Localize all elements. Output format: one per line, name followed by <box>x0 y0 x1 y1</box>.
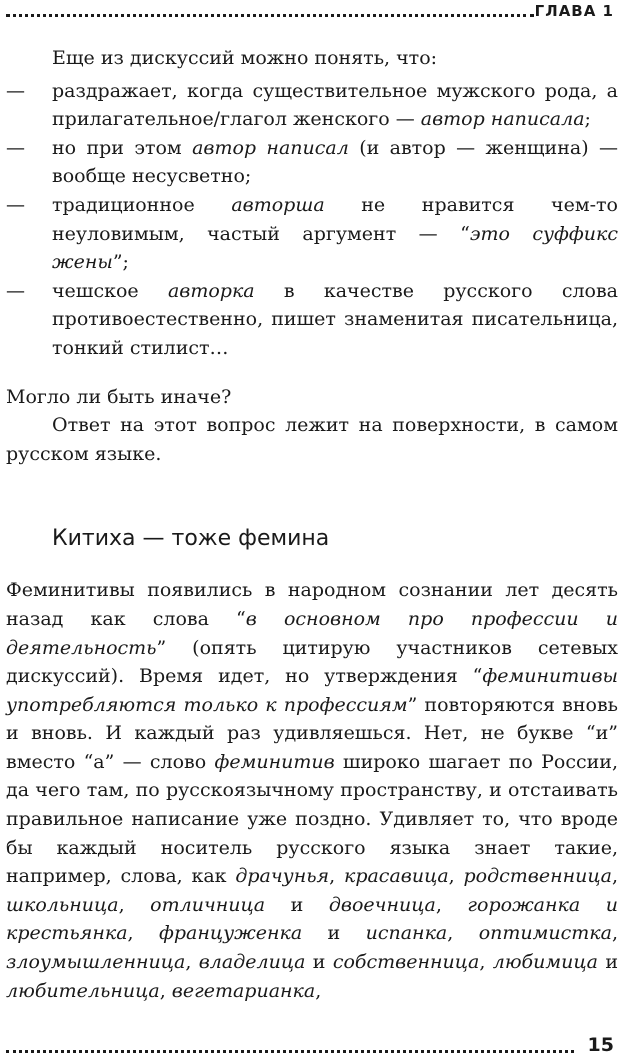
example-word: любимица <box>492 951 598 974</box>
page-body <box>6 44 618 1005</box>
example-word: собственница <box>332 951 480 974</box>
list-italic: авторка <box>167 279 255 302</box>
list-italic: автор написала <box>420 108 585 131</box>
separator: , <box>185 951 199 974</box>
opinion-list <box>6 77 618 363</box>
list-text: чешское <box>52 279 168 302</box>
para-italic: феминитив <box>214 750 335 773</box>
list-dash: — <box>6 279 25 302</box>
list-text: (и автор — женщина) — вообще несусветно; <box>52 136 618 188</box>
para-text: ” повторяются вновь и вновь. И каждый раз удивляешься. Нет, не букве “и” вместо “а” — слово <box>6 693 618 773</box>
example-word: испанка <box>365 922 448 945</box>
list-item <box>6 134 618 191</box>
list-dash: — <box>6 136 25 159</box>
separator: , <box>479 951 493 974</box>
list-text: раздражает, когда существительное мужского рода, а прилагательное/глагол женского — <box>52 79 618 131</box>
example-word: любительница <box>6 979 160 1002</box>
separator: , <box>118 893 151 916</box>
footer-dotted-rule <box>6 1050 574 1053</box>
main-paragraph <box>6 576 618 1005</box>
separator: , <box>447 922 479 945</box>
example-word: двоечница <box>328 893 436 916</box>
separator: , <box>315 979 322 1002</box>
list-text: традиционное <box>52 193 232 216</box>
list-item <box>6 77 618 134</box>
example-word: злоумышленница <box>6 951 186 974</box>
example-word: отличница <box>150 893 266 916</box>
list-text: но при этом <box>52 136 193 159</box>
separator: и <box>597 951 618 974</box>
header-dotted-rule <box>6 14 534 17</box>
separator: , <box>127 922 159 945</box>
separator: , <box>611 865 618 888</box>
example-word: вегетарианка <box>171 979 316 1002</box>
separator: , <box>435 893 468 916</box>
separator: и <box>265 893 329 916</box>
example-word: родственница <box>463 865 612 888</box>
para-text: Феминитивы появились в народном сознании лет десять назад как слова “ <box>6 579 618 630</box>
running-footer <box>0 1034 624 1064</box>
separator: , <box>159 979 172 1002</box>
separator: и <box>305 951 333 974</box>
section-heading: Китиха — тоже фемина <box>52 526 330 552</box>
chapter-label: ГЛАВА 1 <box>534 2 614 20</box>
intro-paragraph: Еще из дискуссий можно понять, что: <box>52 47 438 69</box>
list-italic: автор написал <box>192 136 349 159</box>
list-item <box>6 191 618 277</box>
list-text: ”; <box>112 251 129 274</box>
para-text: ” (опять цитирую участников сетевых дискуссий). Время идет, но утверждения “ <box>6 636 618 688</box>
list-dash: — <box>6 79 25 102</box>
separator: и <box>302 922 366 945</box>
running-header <box>0 2 624 26</box>
para-italic: в основном про профессии и деятельность <box>6 607 618 659</box>
example-word: красавица <box>343 865 449 888</box>
separator: , <box>448 865 464 888</box>
answer-paragraph: Ответ на этот вопрос лежит на поверхности, в самом русском языке. <box>6 414 618 465</box>
page-number: 15 <box>587 1034 614 1056</box>
list-italic: авторша <box>231 193 325 216</box>
example-word: драчунья <box>235 865 330 888</box>
example-word: француженка <box>158 922 303 945</box>
separator: , <box>611 922 618 945</box>
example-word: владелица <box>198 951 306 974</box>
list-dash: — <box>6 193 25 216</box>
example-word: оптимистка <box>478 922 612 945</box>
list-text: не нравится чем-то неуловимым, частый аргумент — “ <box>52 193 619 245</box>
para-italic: феминитивы употребляются только к профессиям <box>6 665 618 716</box>
para-text: широко шагает по России, да чего там, по русскоязычному пространству, и отстаивать правильное написание уже поздно. Удивляет то, что вроде бы каждый носитель русского языка знает такие, например, слова, как <box>6 750 618 888</box>
question-line: Могло ли быть иначе? <box>6 385 232 408</box>
list-italic: это суффикс жены <box>52 222 618 274</box>
separator: , <box>329 865 344 888</box>
example-word: горожанка и крестьянка <box>6 893 618 945</box>
example-word: школьница <box>6 893 119 916</box>
list-item <box>6 277 618 363</box>
list-text: в качестве русского слова противоестественно, пишет знаменитая писательница, тонкий стилист… <box>52 279 618 359</box>
list-text: ; <box>584 108 591 131</box>
